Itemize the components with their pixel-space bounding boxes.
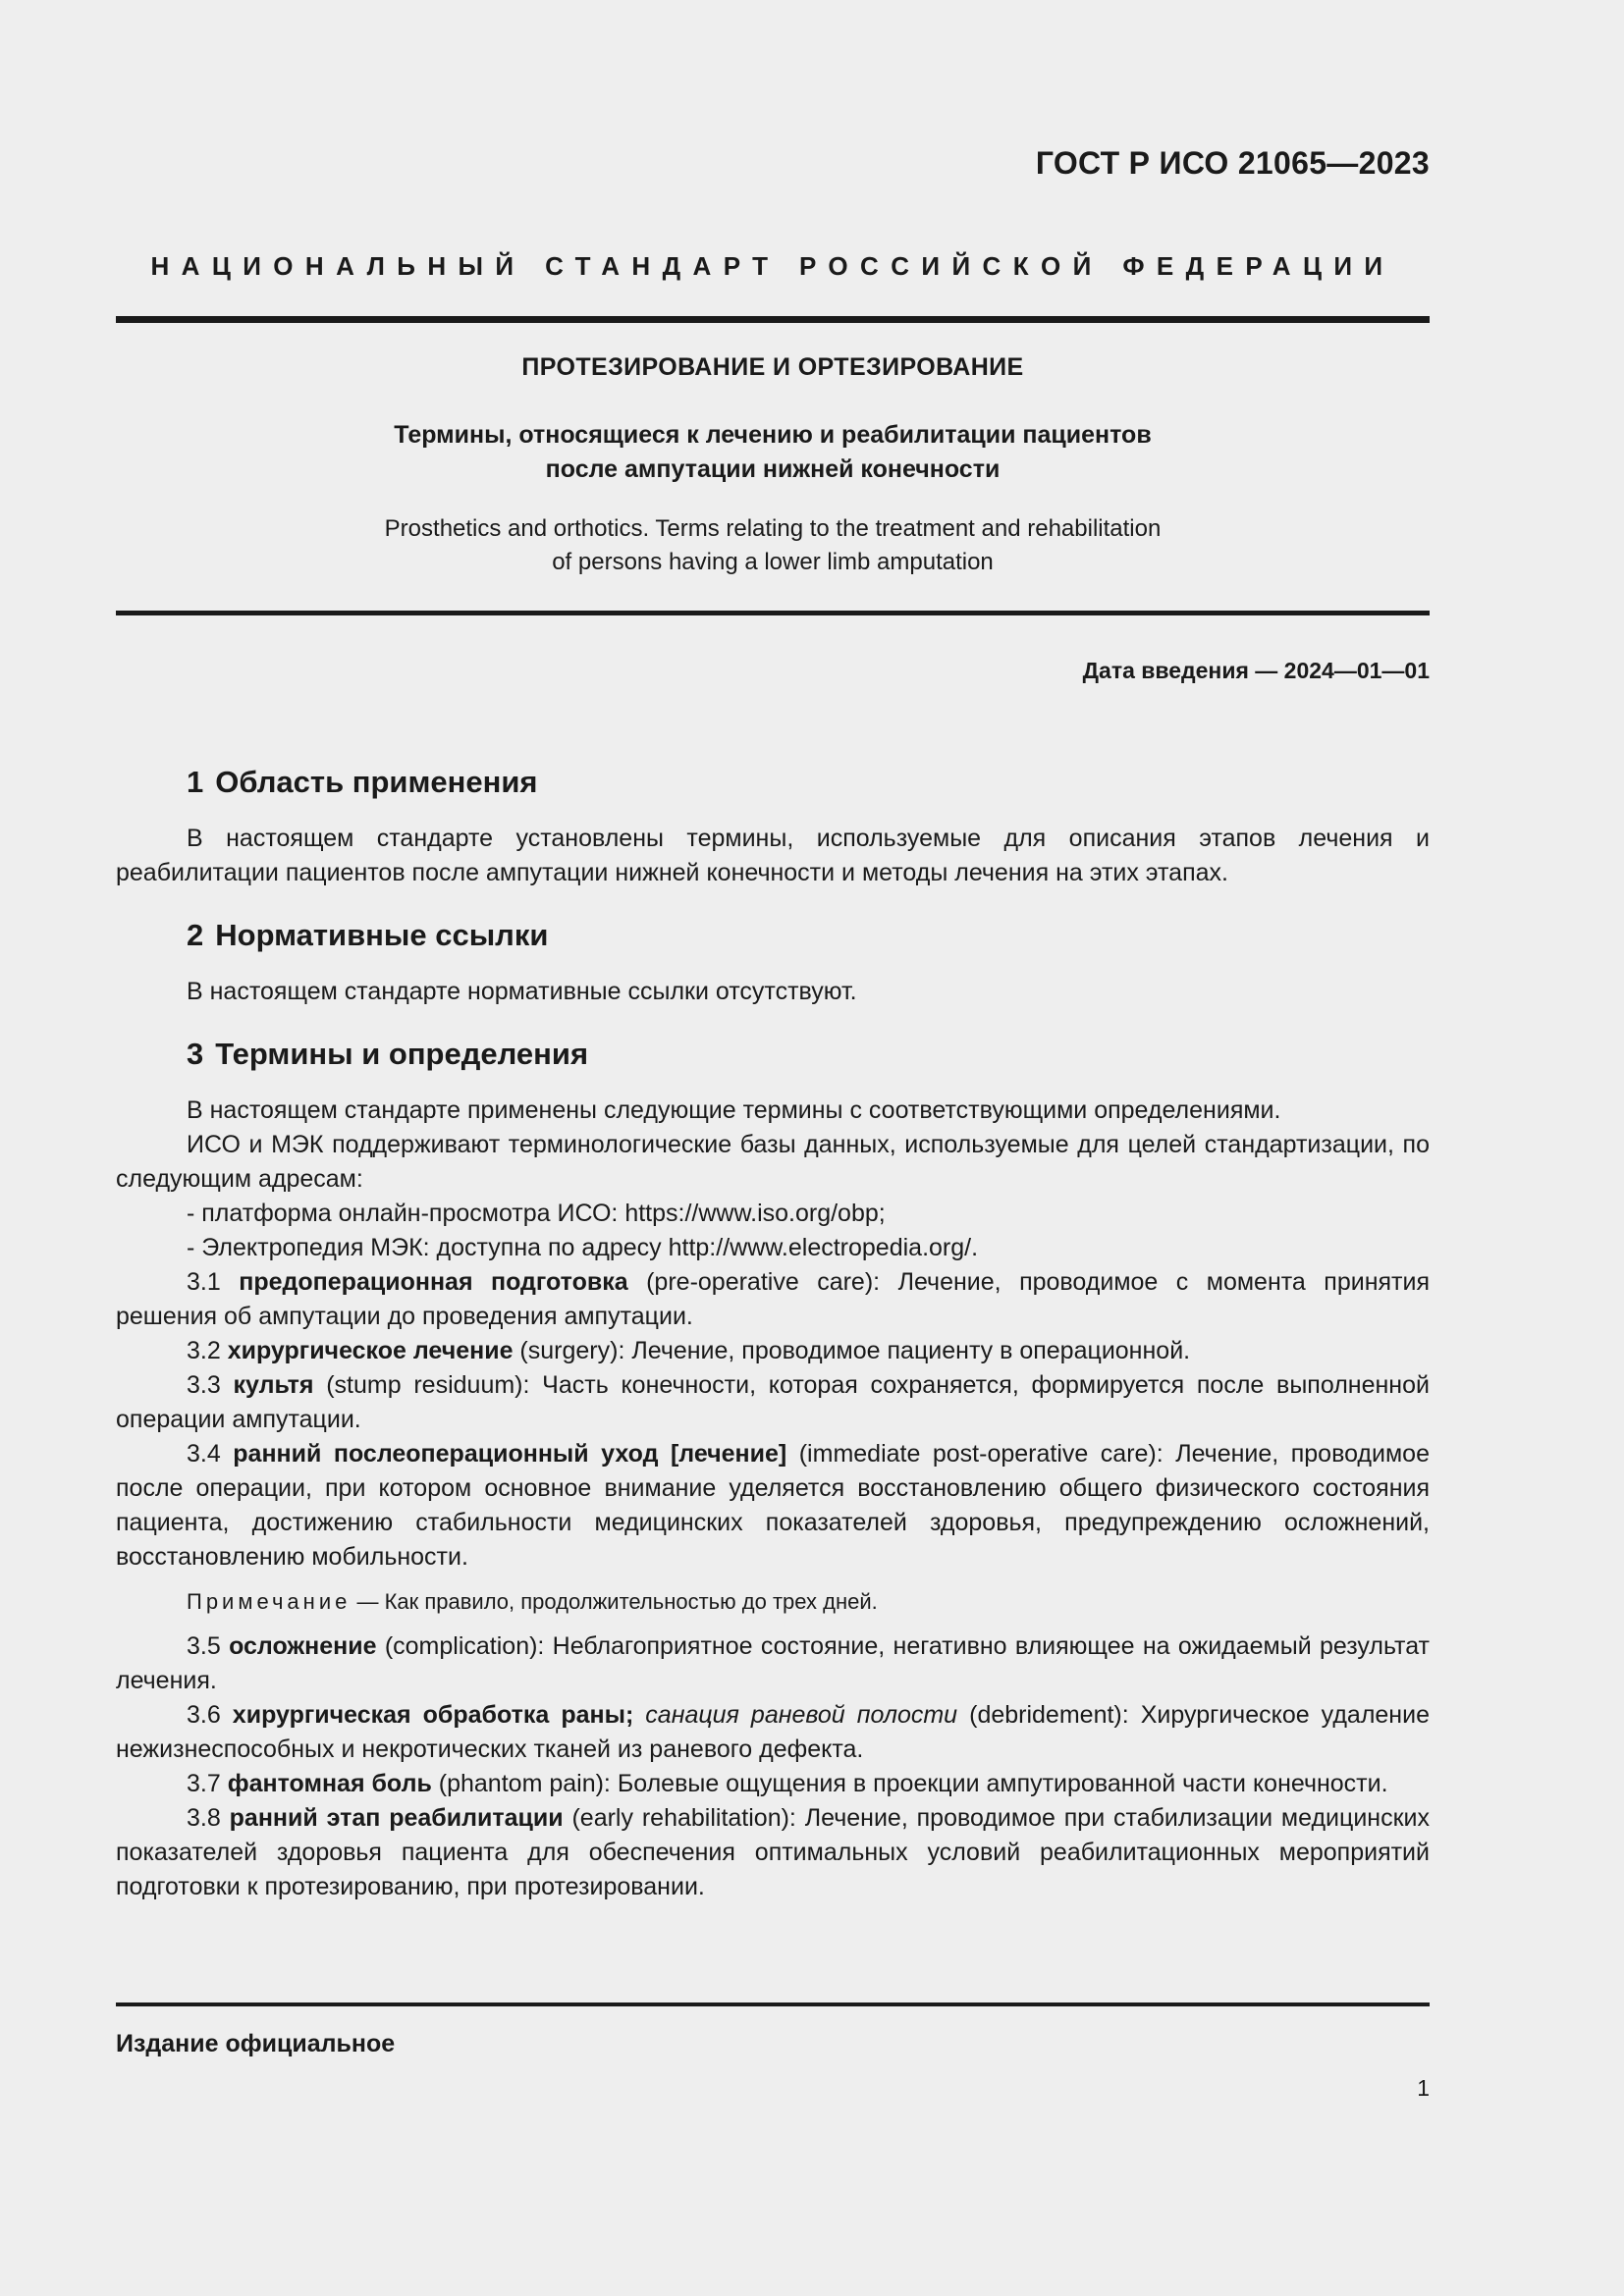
top-rule	[116, 316, 1430, 323]
term-synonym: санация раневой полости	[645, 1701, 958, 1729]
section-heading-3: 3 Термины и определения	[187, 1037, 589, 1071]
subtitle-line-2: после ампутации нижней конечности	[545, 455, 1001, 483]
term-name: ранний послеоперационный уход [лечение]	[233, 1440, 787, 1468]
english-title-line-1: Prosthetics and orthotics. Terms relating to the treatment and rehabilitation	[384, 515, 1162, 542]
standard-number: ГОСТ Р ИСО 21065—2023	[1035, 145, 1430, 181]
section-1-text: В настоящем стандарте установлены термины, используемые для описания этапов лечения и реабилитации пациентов после ампутации нижней конечности и методы лечения на этих этапах.	[116, 825, 1430, 886]
introduction-date: Дата введения — 2024—01—01	[1082, 658, 1430, 683]
term-name: хирургическая обработка раны;	[232, 1701, 634, 1729]
footer-rule	[116, 2002, 1430, 2006]
term-3-2: 3.2 хирургическое лечение (surgery): Лечение, проводимое пациенту в операционной.	[187, 1337, 1191, 1364]
title-bottom-rule	[116, 611, 1430, 615]
note-label: Примечание	[187, 1589, 352, 1614]
note-text: — Как правило, продолжительностью до трех дней.	[351, 1589, 878, 1614]
database-list-item: - платформа онлайн-просмотра ИСО: https://www.iso.org/obp;	[187, 1200, 886, 1227]
english-title	[116, 512, 1430, 579]
term-3-8: 3.8 ранний этап реабилитации (early rehabilitation): Лечение, проводимое при стабилизации медицинских показателей здоровья пациента для обеспечения оптимальных условий реабилитационных мероприятий подготовки к протезированию, при протезировании.	[116, 1804, 1430, 1900]
section-2-text: В настоящем стандарте нормативные ссылки отсутствуют.	[187, 978, 857, 1005]
term-3-6: 3.6 хирургическая обработка раны; санация раневой полости (debridement): Хирургическое удаление нежизнеспособных и некротических тканей из раневого дефекта.	[116, 1701, 1430, 1763]
section-heading-2: 2 Нормативные ссылки	[187, 918, 549, 952]
section-3-paragraph-1: В настоящем стандарте применены следующие термины с соответствующими определениями.	[187, 1096, 1281, 1124]
term-name: осложнение	[229, 1632, 377, 1660]
term-name: хирургическое лечение	[227, 1337, 514, 1364]
english-title-line-2: of persons having a lower limb amputation	[552, 549, 994, 575]
document-subtitle	[116, 418, 1430, 487]
document-body	[116, 761, 1430, 1904]
term-3-7: 3.7 фантомная боль (phantom pain): Болевые ощущения в проекции ампутированной части конечности.	[187, 1770, 1388, 1797]
page-number: 1	[1417, 2075, 1430, 2101]
term-name: ранний этап реабилитации	[229, 1804, 564, 1832]
term-3-1: 3.1 предоперационная подготовка (pre-operative care): Лечение, проводимое с момента принятия решения об ампутации до проведения ампутации.	[116, 1268, 1431, 1330]
document-title: ПРОТЕЗИРОВАНИЕ И ОРТЕЗИРОВАНИЕ	[521, 353, 1024, 381]
official-edition-label: Издание официальное	[116, 2030, 396, 2057]
term-name: фантомная боль	[227, 1770, 432, 1797]
term-3-5: 3.5 осложнение (complication): Неблагоприятное состояние, негативно влияющее на ожидаемый результат лечения.	[116, 1632, 1430, 1694]
term-name: предоперационная подготовка	[239, 1268, 628, 1296]
document-page	[116, 0, 1430, 2296]
term-3-3: 3.3 культя (stump residuum): Часть конечности, которая сохраняется, формируется после выполненной операции ампутации.	[116, 1371, 1430, 1433]
term-name: культя	[233, 1371, 314, 1399]
database-list-item: - Электропедия МЭК: доступна по адресу http://www.electropedia.org/.	[187, 1234, 979, 1261]
subtitle-line-1: Термины, относящиеся к лечению и реабилитации пациентов	[394, 421, 1152, 449]
section-heading-1: 1 Область применения	[187, 765, 538, 799]
term-3-4: 3.4 ранний послеоперационный уход [лечение] (immediate post-operative care): Лечение, проводимое после операции, при котором основное внимание уделяется восстановлению общего физического состояния пациента, достижению стабильности медицинских показателей здоровья, предупреждению осложнений, восстановлению мобильности.	[116, 1440, 1430, 1571]
national-standard-heading: НАЦИОНАЛЬНЫЙ СТАНДАРТ РОССИЙСКОЙ ФЕДЕРАЦИИ	[150, 251, 1395, 281]
section-3-paragraph-2: ИСО и МЭК поддерживают терминологические базы данных, используемые для целей стандартизации, по следующим адресам:	[116, 1131, 1430, 1193]
note	[116, 1586, 1430, 1618]
